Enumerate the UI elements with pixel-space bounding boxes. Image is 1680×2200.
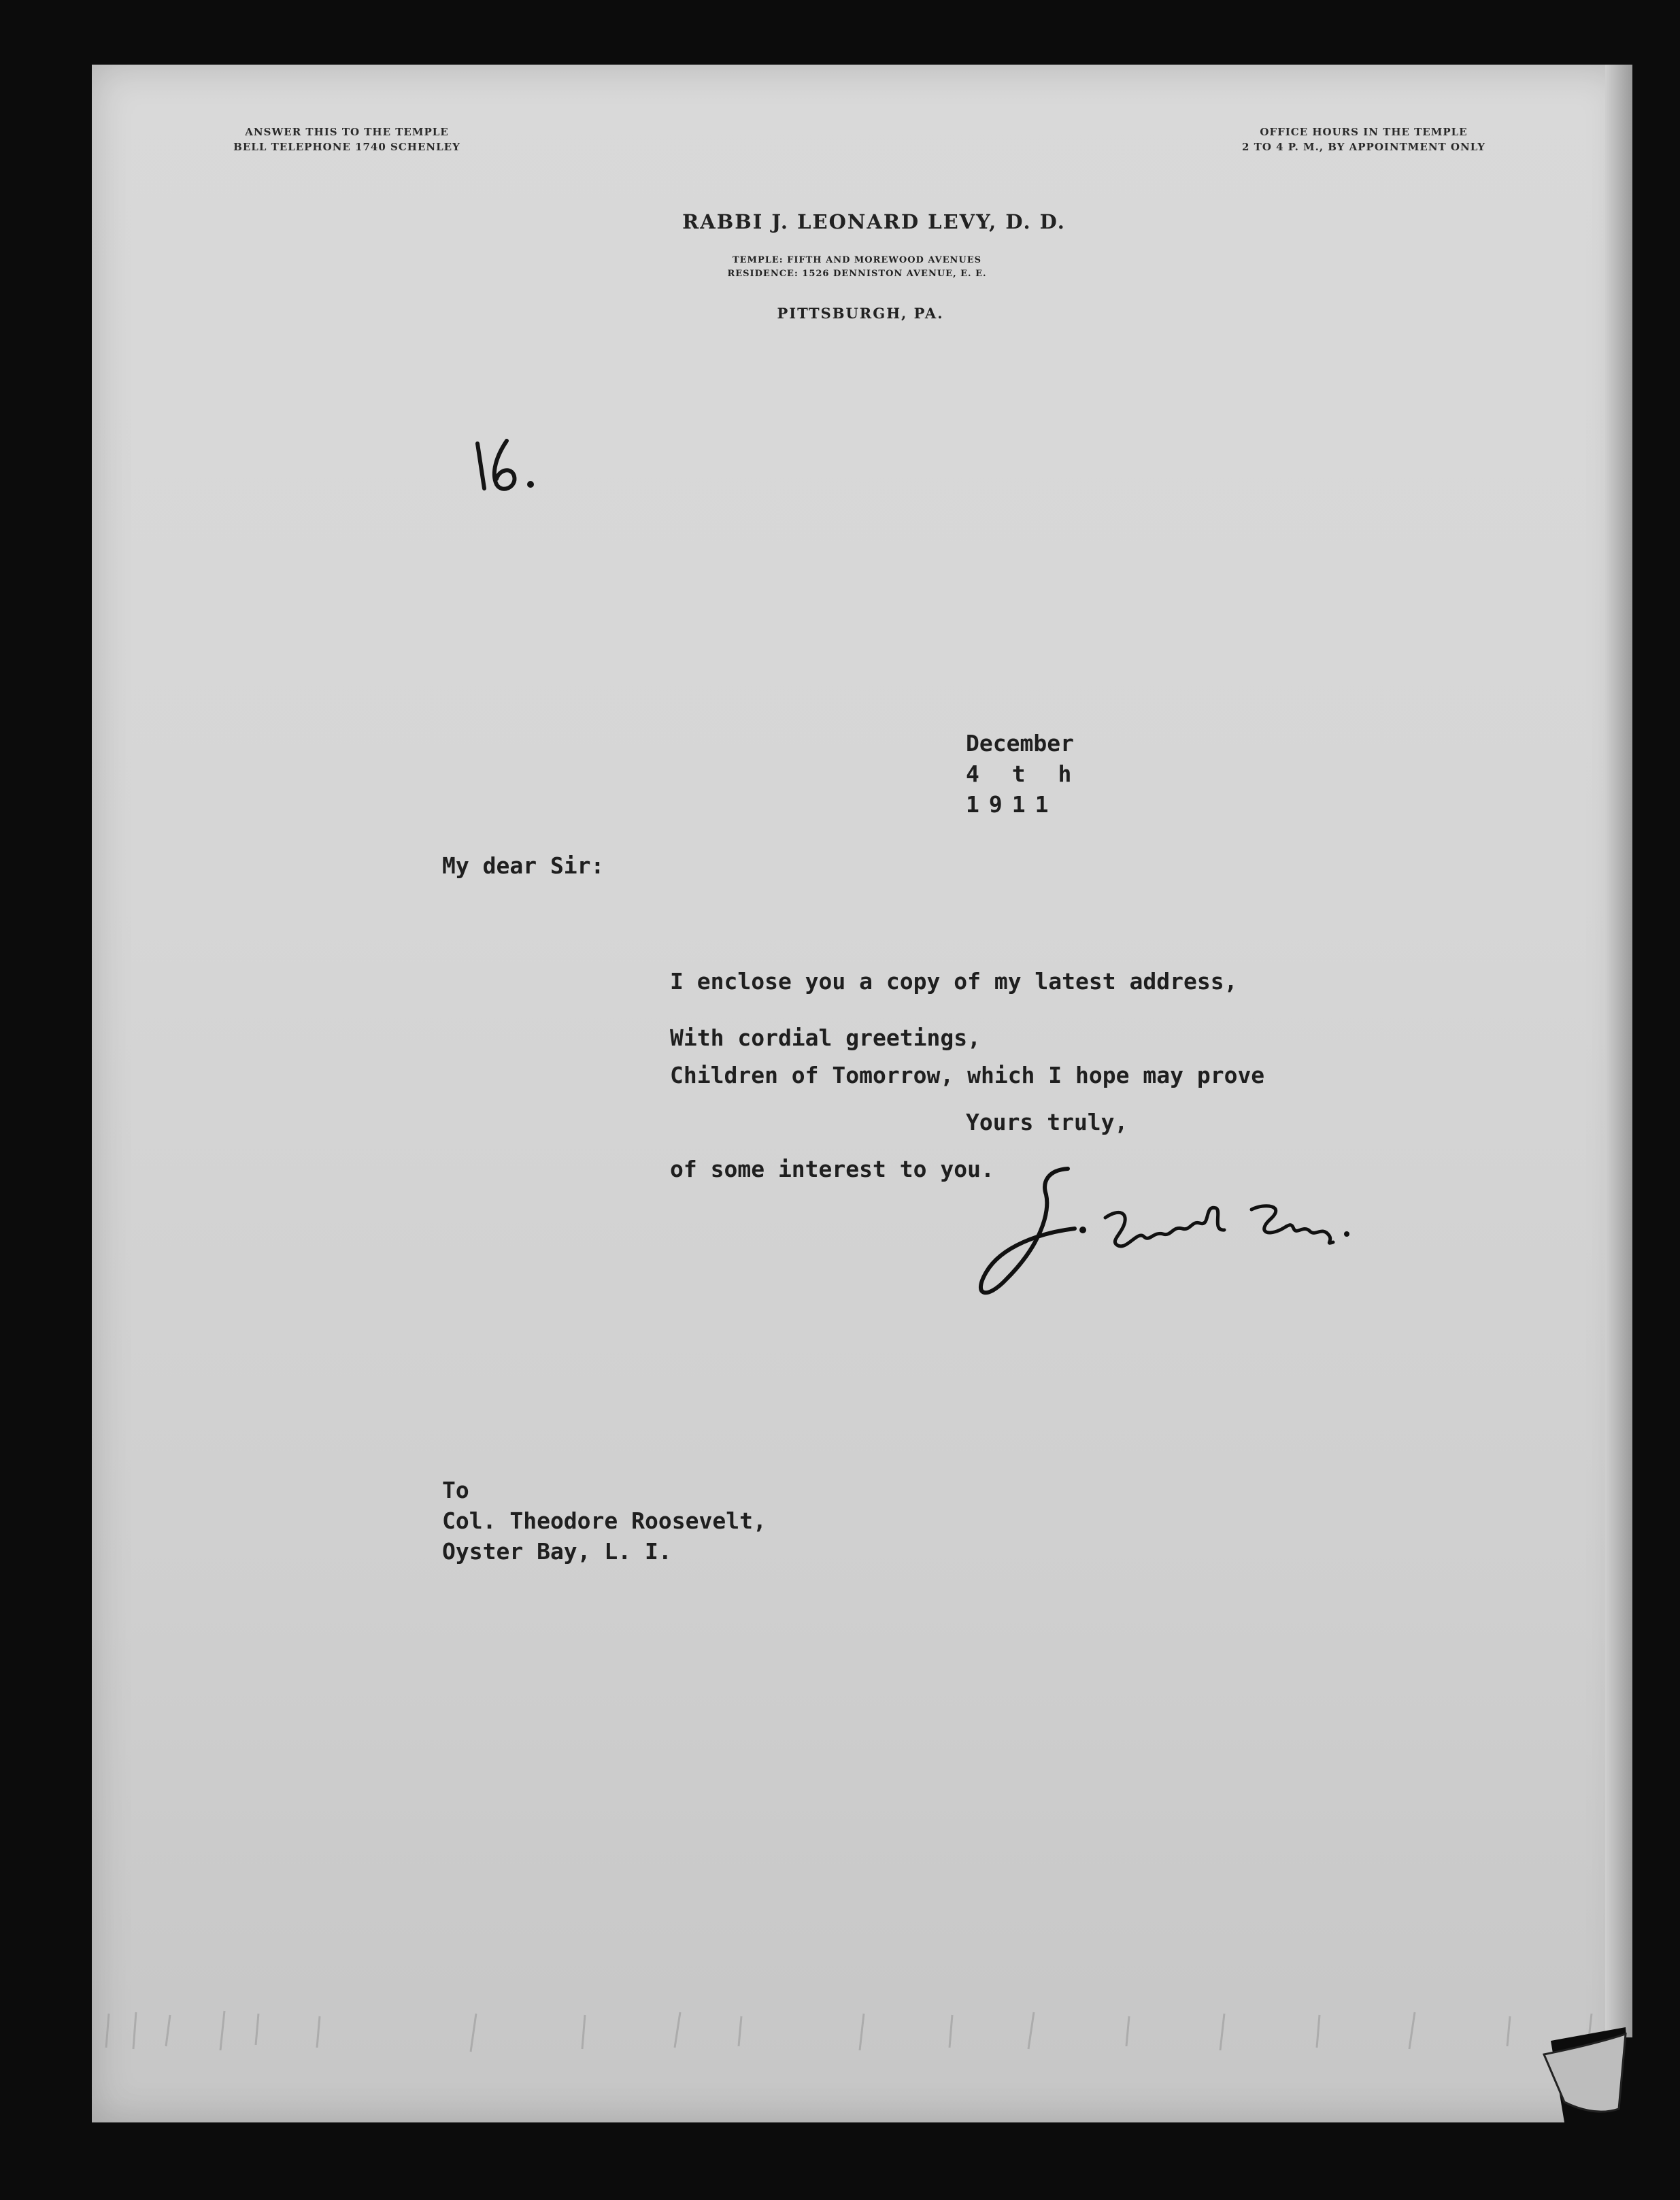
salutation: My dear Sir: (442, 852, 605, 879)
letterhead-left-line: BELL TELEPHONE 1740 SCHENLEY (233, 141, 460, 153)
letterhead-address-line: RESIDENCE: 1526 DENNISTON AVENUE, E. E. (727, 269, 987, 279)
letterhead-left-line: ANSWER THIS TO THE TEMPLE (245, 126, 449, 138)
letterhead-name: RABBI J. LEONARD LEVY, D. D. (682, 210, 1066, 233)
bleed-through-marks (95, 1986, 1626, 2068)
letterhead-address-block (653, 254, 1061, 281)
letterhead-city: PITTSBURGH, PA. (777, 305, 944, 322)
letterhead-right-line: 2 TO 4 P. M., BY APPOINTMENT ONLY (1242, 141, 1485, 153)
recipient-address: Oyster Bay, L. I. (442, 1538, 672, 1565)
date-year: 1911 (966, 791, 1058, 818)
signature (966, 1150, 1388, 1306)
page-curl (1537, 2027, 1632, 2129)
closing: With cordial greetings, (670, 1024, 981, 1051)
body-line: Children of Tomorrow, which I hope may prove (670, 1062, 1265, 1088)
recipient-label: To (442, 1477, 469, 1503)
signoff: Yours truly, (966, 1109, 1128, 1135)
letterhead-left-block (190, 124, 503, 154)
date-month: December (966, 730, 1074, 756)
letterhead-address-line: TEMPLE: FIFTH AND MOREWOOD AVENUES (732, 255, 982, 265)
letterhead-right-block (1197, 124, 1530, 154)
letterhead-right-line: OFFICE HOURS IN THE TEMPLE (1260, 126, 1468, 138)
body-line: of some interest to you. (670, 1156, 994, 1182)
recipient-name: Col. Theodore Roosevelt, (442, 1507, 767, 1534)
body-line: I enclose you a copy of my latest address, (670, 968, 1238, 995)
page-edge-shadow (1605, 65, 1632, 2037)
handwritten-page-number (469, 435, 544, 497)
date-day: 4 t h (966, 761, 1081, 787)
